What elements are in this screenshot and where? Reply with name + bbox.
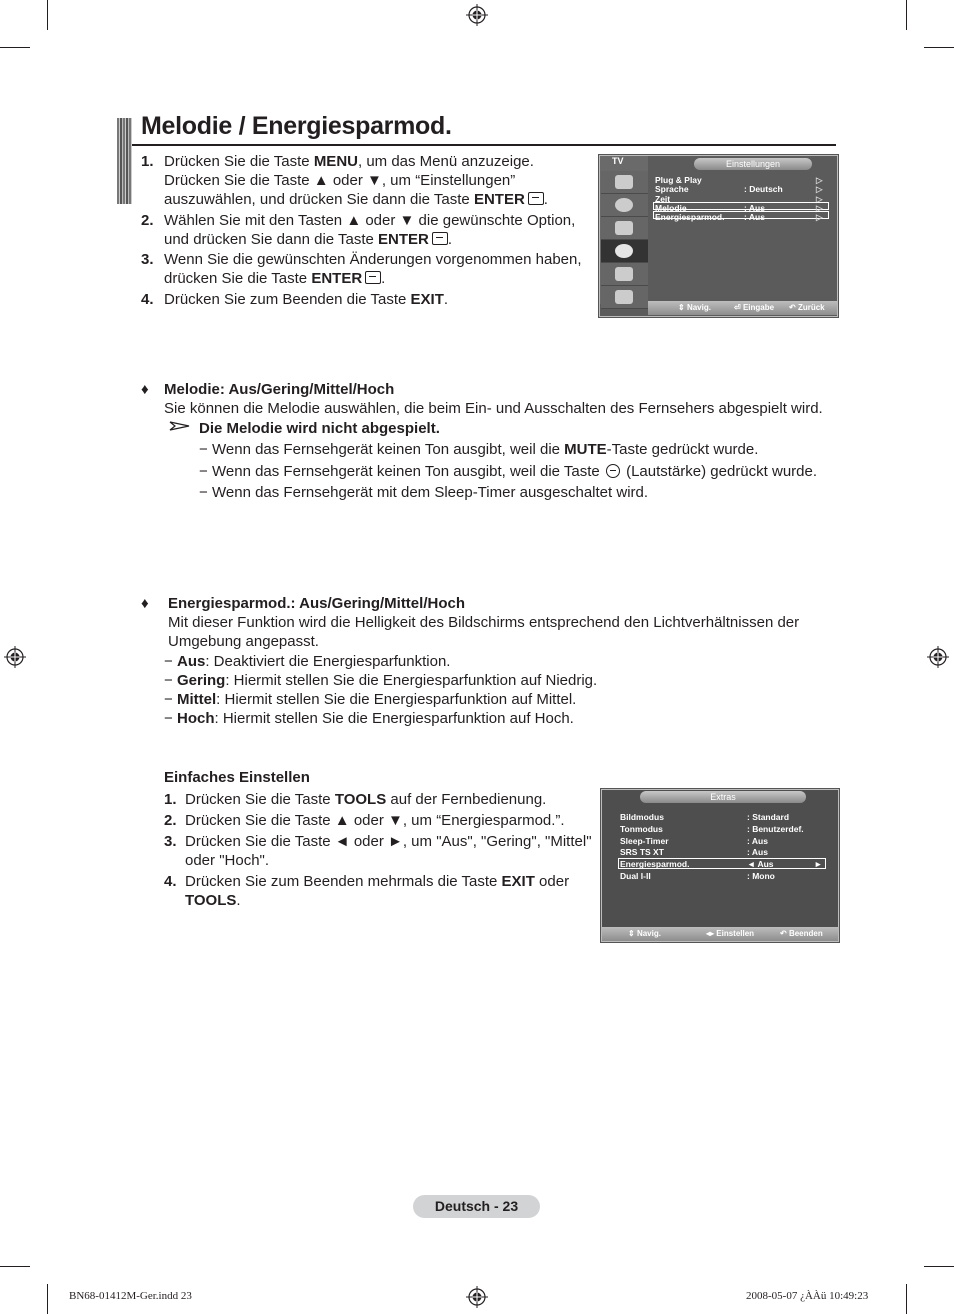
osd-row-label[interactable]: Bildmodus bbox=[620, 812, 664, 822]
text-run: Wenn das Fernsehgerät keinen Ton ausgibt, weil die bbox=[212, 441, 565, 458]
osd-picture-icon bbox=[601, 171, 648, 194]
osd-row-value: : Standard bbox=[747, 812, 790, 822]
osd-row-arrow-icon: ▷ bbox=[816, 202, 823, 213]
crop-mark bbox=[0, 1266, 30, 1267]
osd-settings-screen bbox=[599, 155, 838, 317]
text-run: . bbox=[443, 290, 449, 308]
step-line bbox=[164, 290, 448, 309]
melodie-heading: Melodie: Aus/Gering/Mittel/Hoch bbox=[164, 381, 395, 398]
step-number: 3. bbox=[164, 833, 177, 850]
osd-row-label[interactable]: Tonmodus bbox=[620, 823, 663, 834]
print-file-info: BN68-01412M-Ger.indd 23 bbox=[69, 1290, 192, 1302]
text-run: . bbox=[381, 270, 386, 287]
key-name: ENTER bbox=[311, 270, 363, 287]
step-number: 2. bbox=[164, 812, 177, 829]
easy-heading: Einfaches Einstellen bbox=[164, 769, 310, 786]
text-run: auf der Fernbedienung. bbox=[386, 791, 547, 808]
osd-row-value: : Mono bbox=[747, 871, 775, 881]
step-number: 3. bbox=[141, 251, 154, 268]
osd-row-value: : Aus bbox=[744, 202, 765, 213]
page-title: Melodie / Energiesparmod. bbox=[141, 112, 452, 140]
osd-row-label[interactable]: Plug & Play bbox=[655, 175, 702, 185]
text-run: Drücken Sie die Taste ▲ oder ▼, um “Energiesparmod.”. bbox=[185, 812, 565, 829]
key-name: Aus bbox=[177, 653, 206, 670]
text-run: Wenn Sie die gewünschten Änderungen vorgenommen haben, bbox=[164, 251, 582, 268]
list-item bbox=[212, 462, 817, 481]
osd-input-icon bbox=[601, 263, 648, 286]
step-number: 1. bbox=[164, 791, 177, 808]
energie-desc-line: Umgebung angepasst. bbox=[168, 633, 319, 650]
text-run: . bbox=[447, 230, 453, 248]
osd-enter-label: ⏎ Eingabe bbox=[734, 303, 775, 312]
step-number: 1. bbox=[141, 153, 154, 170]
crop-mark bbox=[0, 47, 30, 48]
key-name: Mittel bbox=[177, 691, 217, 708]
text-run: drücken Sie die Taste bbox=[164, 270, 312, 287]
text-run: oder "Hoch". bbox=[185, 852, 270, 869]
volume-minus-icon bbox=[606, 464, 620, 478]
key-name: TOOLS bbox=[334, 791, 387, 808]
text-run: : Deaktiviert die Energiesparfunktion. bbox=[205, 653, 451, 670]
osd-tab-settings: Einstellungen bbox=[694, 158, 812, 170]
energie-bullet: ♦ bbox=[141, 595, 149, 612]
osd-row-arrow-icon: ▷ bbox=[816, 212, 823, 223]
list-item bbox=[177, 652, 450, 671]
list-dash: − bbox=[199, 441, 208, 458]
list-dash: − bbox=[164, 653, 173, 670]
step-line bbox=[164, 211, 575, 230]
text-run: : Hiermit stellen Sie die Energiesparfunktion auf Niedrig. bbox=[225, 672, 598, 689]
step-number: 2. bbox=[141, 211, 154, 229]
osd-tools-screen bbox=[601, 789, 839, 942]
key-name: Gering bbox=[177, 672, 226, 689]
crop-mark bbox=[47, 1284, 48, 1314]
key-name: ENTER bbox=[473, 191, 525, 208]
text-run: Wählen Sie mit den Tasten ▲ oder ▼ die gewünschte Option, bbox=[164, 211, 576, 229]
osd-tv-label: TV bbox=[612, 156, 624, 166]
osd-exit-label: ↶ Beenden bbox=[780, 929, 823, 938]
title-rule bbox=[132, 144, 836, 146]
crop-mark bbox=[47, 0, 48, 30]
list-item bbox=[177, 709, 574, 728]
step-number: 4. bbox=[141, 290, 154, 308]
osd-row-arrow-icon: ▷ bbox=[816, 193, 823, 204]
osd-row-arrow-icon: ► bbox=[814, 859, 823, 870]
text-run: : Hiermit stellen Sie die Energiesparfunktion auf Mittel. bbox=[216, 691, 577, 708]
melodie-note-title: Die Melodie wird nicht abgespielt. bbox=[199, 420, 440, 437]
osd-row-label[interactable]: SRS TS XT bbox=[620, 847, 664, 858]
list-dash: − bbox=[199, 484, 208, 501]
list-dash: − bbox=[199, 462, 208, 480]
osd-row-value: : Aus bbox=[744, 212, 765, 223]
key-name: EXIT bbox=[501, 873, 535, 890]
key-name: EXIT bbox=[410, 290, 444, 308]
energie-heading: Energiesparmod.: Aus/Gering/Mittel/Hoch bbox=[168, 595, 465, 612]
list-dash: − bbox=[164, 672, 173, 689]
osd-application-icon bbox=[601, 286, 648, 309]
list-item bbox=[212, 440, 758, 459]
step-line bbox=[185, 832, 592, 851]
step-line bbox=[185, 811, 565, 830]
text-run: . bbox=[543, 191, 548, 208]
osd-row-value: : Benutzerdef. bbox=[747, 823, 804, 834]
text-run: Drücken Sie die Taste ▲ oder ▼, um “Einstellungen” bbox=[164, 172, 516, 189]
crop-mark bbox=[906, 0, 907, 30]
osd-row-label[interactable]: Energiesparmod. bbox=[655, 212, 725, 223]
text-run: Wenn das Fernsehgerät keinen Ton ausgibt, weil die Taste bbox=[212, 462, 604, 480]
text-run: oder bbox=[534, 873, 570, 890]
registration-mark-icon bbox=[4, 646, 26, 668]
enter-key-icon bbox=[432, 232, 448, 245]
step-line bbox=[164, 152, 534, 171]
osd-row-value: : Deutsch bbox=[744, 184, 783, 195]
step-line bbox=[164, 171, 515, 190]
enter-key-icon bbox=[528, 192, 544, 205]
text-run: , um das Menü anzuzeige. bbox=[357, 153, 534, 170]
step-line bbox=[164, 190, 548, 209]
osd-row-value: ◄ Aus bbox=[747, 859, 774, 870]
text-run: -Taste gedrückt wurde. bbox=[606, 441, 759, 458]
enter-key-icon bbox=[365, 271, 381, 284]
osd-nav-label: ⇕ Navig. bbox=[678, 303, 711, 312]
note-arrow-icon bbox=[169, 420, 191, 432]
text-run: Drücken Sie die Taste bbox=[164, 153, 314, 170]
text-run: Drücken Sie die Taste ◄ oder ►, um "Aus", "Gering", "Mittel" bbox=[185, 833, 592, 850]
melodie-description: Sie können die Melodie auswählen, die beim Ein- und Ausschalten des Fernsehers abgespielt wird. bbox=[164, 400, 823, 417]
registration-mark-icon bbox=[466, 4, 488, 26]
text-run: Drücken Sie zum Beenden die Taste bbox=[164, 290, 411, 308]
step-number: 4. bbox=[164, 873, 177, 890]
osd-row-value: : Aus bbox=[747, 835, 768, 846]
step-line bbox=[164, 230, 452, 249]
list-dash: − bbox=[164, 691, 173, 708]
energie-desc-line: Mit dieser Funktion wird die Helligkeit des Bildschirms entsprechend den Lichtverhältnissen der bbox=[168, 614, 800, 631]
step-line bbox=[164, 250, 582, 269]
osd-row-label[interactable]: Sleep-Timer bbox=[620, 835, 669, 846]
osd-setup-gear-icon bbox=[601, 240, 648, 263]
key-name: ENTER bbox=[378, 230, 429, 248]
step-line bbox=[185, 851, 269, 870]
list-item bbox=[212, 483, 648, 502]
key-name: TOOLS bbox=[185, 892, 237, 909]
osd-row-label[interactable]: Zeit bbox=[655, 193, 671, 204]
text-run: . bbox=[236, 892, 241, 909]
osd-footer bbox=[602, 927, 838, 941]
text-run: (Lautstärke) gedrückt wurde. bbox=[621, 462, 818, 480]
osd-nav-label: ⇕ Navig. bbox=[628, 929, 661, 938]
print-date-info: 2008-05-07 ¿ÀÀü 10:49:23 bbox=[746, 1290, 869, 1302]
crop-mark bbox=[924, 1266, 954, 1267]
osd-footer bbox=[648, 301, 837, 315]
osd-adjust-label: ◂▸ Einstellen bbox=[706, 929, 755, 938]
text-run: : Hiermit stellen Sie die Energiesparfunktion auf Hoch. bbox=[214, 710, 574, 727]
text-run: und drücken Sie dann die Taste bbox=[164, 230, 379, 248]
osd-row-arrow-icon: ▷ bbox=[816, 184, 823, 195]
osd-channel-icon bbox=[601, 217, 648, 240]
title-accent-bar bbox=[117, 118, 132, 204]
osd-row-label[interactable]: Energiesparmod. bbox=[620, 859, 690, 870]
osd-tab-extras: Extras bbox=[640, 791, 806, 803]
step-line bbox=[185, 790, 546, 809]
melodie-bullet: ♦ bbox=[141, 381, 149, 398]
osd-sound-icon bbox=[601, 194, 648, 217]
step-line bbox=[164, 269, 385, 288]
registration-mark-icon bbox=[466, 1286, 488, 1308]
key-name: MUTE bbox=[564, 441, 607, 458]
registration-mark-icon bbox=[927, 646, 949, 668]
list-dash: − bbox=[164, 710, 173, 727]
text-run: Drücken Sie die Taste bbox=[185, 791, 335, 808]
text-run: Wenn das Fernsehgerät mit dem Sleep-Timer ausgeschaltet wird. bbox=[212, 484, 649, 501]
step-line bbox=[185, 891, 241, 910]
osd-row-label[interactable]: Sprache bbox=[655, 184, 689, 195]
osd-back-label: ↶ Zurück bbox=[789, 303, 825, 312]
list-item bbox=[177, 671, 597, 690]
text-run: auszuwählen, und drücken Sie dann die Taste bbox=[164, 191, 474, 208]
text-run: Drücken Sie zum Beenden mehrmals die Taste bbox=[185, 873, 502, 890]
page-number-label: Deutsch - 23 bbox=[413, 1195, 540, 1218]
step-line bbox=[185, 872, 569, 891]
crop-mark bbox=[906, 1284, 907, 1314]
key-name: MENU bbox=[313, 153, 358, 170]
osd-row-value: : Aus bbox=[747, 847, 768, 858]
osd-row-arrow-icon: ▷ bbox=[816, 175, 823, 185]
osd-row-label[interactable]: Dual I-II bbox=[620, 871, 651, 881]
list-item bbox=[177, 690, 576, 709]
key-name: Hoch bbox=[177, 710, 215, 727]
crop-mark bbox=[924, 47, 954, 48]
osd-row-label[interactable]: Melodie bbox=[655, 202, 687, 213]
